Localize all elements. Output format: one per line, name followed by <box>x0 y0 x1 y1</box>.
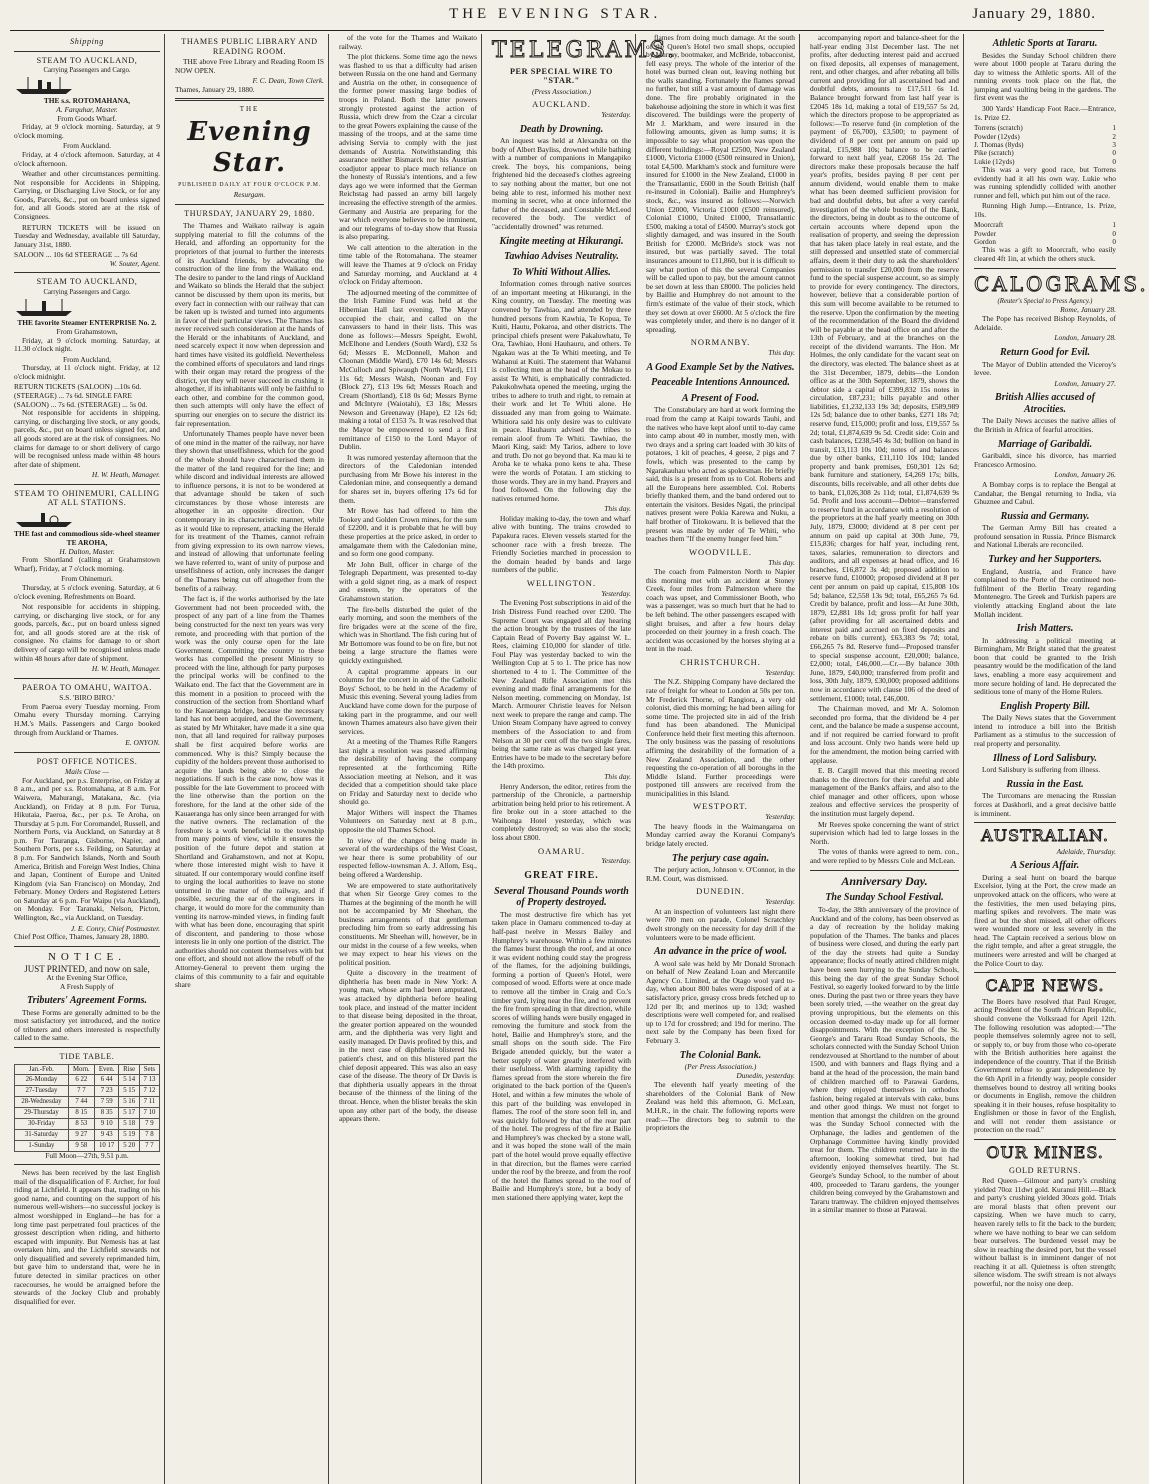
divider <box>14 1047 160 1048</box>
divider <box>175 98 324 101</box>
ad-agent: E. ONYON. <box>125 738 160 748</box>
news-paragraph: News has been received by the last English mail of the disqualification of F. Archer, for foul riding at Lichfield. It appears that, trading on his good name, and counting on the support of his numerous well-wishers—no successful jockey is almost worshipped in England—he has for a long time past perpetrated foul practices of the grossest description when riding, and hitherto escaped with impunity. But Nemesis has at last overtaken him, and the Lichfield stewards not only disqualified and severely reprimanded him, but gave him to understand that, were he in future detected in similar practices on other racecourses, he would be arraigned before the stewards of the Jockey Club and probably disqualified for ever. <box>14 1168 160 1306</box>
tide-cell: 7 12 <box>139 1086 159 1097</box>
story-headline: The Colonial Bank. <box>679 1049 762 1061</box>
ad-from2: From Auckland. <box>62 141 112 151</box>
tide-cell: 5 17 <box>119 1108 139 1119</box>
news-paragraph: A capital programme appears in our columns for the concert in aid of the Catholic Boys' School, to be held in the Academy of Music this evening. Several young ladies from Auckland have come down for the purpose of taking part in the programme, and our well known Thames amateurs also have given their services. <box>339 666 477 736</box>
divider <box>175 204 324 205</box>
report-paragraph: Mr Reeves spoke concerning the want of strict supervision which had led to large losses in the North. <box>810 819 959 846</box>
notice-at: At the Evening Star Office, <box>46 972 128 982</box>
dateline-place: WESTPORT. <box>693 801 748 812</box>
placing: 0 <box>1112 229 1116 238</box>
leader-date: THURSDAY, JANUARY 29, 1880. <box>184 209 315 219</box>
news-paragraph: The fire-bells disturbed the quiet of the early morning, and soon the members of the fire brigades were at the scene of the fire, which was in Shortland. The fish curing hut of Mr Bottomore was found to be on fire, but not being a large structure the flames were quickly extinguished. <box>339 604 477 666</box>
story-subheadline: Several Thousand Pounds worth of Property destroyed. <box>494 885 629 909</box>
bank-report <box>810 34 959 866</box>
story-text: The Daily News states that the Government intend to introduce a bill into the British Parliament as a stimulus to the succession of real property and personality. <box>974 713 1116 749</box>
post-signer: J. E. Conry, Chief Postmaster. <box>70 923 160 933</box>
divider <box>14 946 160 947</box>
ad-subtitle: Carrying Passengers and Cargo. <box>43 67 131 75</box>
story-headline: GREAT FIRE. <box>524 870 599 882</box>
tide-cell: 27-Tuesday <box>15 1086 69 1097</box>
local-news <box>339 34 477 1124</box>
press-credit: (Per Press Association.) <box>684 1062 757 1072</box>
news-paragraph: At a meeting of the Thames Rifle Rangers last night a resolution was passed affirming the desirability of having the company represented at the forthcoming Rifle Association meeting at Nelson, and it was decided that a competition should take place on Friday and Saturday next to decide who should go. <box>339 737 477 807</box>
tide-cell: 9 43 <box>94 1129 119 1140</box>
news-paragraph: Quite a discovery in the treatment of diphtheria has been made in New York: A young man, whose arm had been amputated, was attacked by diphtheria before healing took place, and instead of the matter incident to that disease being deposited in the throat, the greater portion appeared on the wounded arm, and the diphtheria was very light and easily managed. Dr Davis profited by this, and in the next case of diphtheria blistered his patient's chest, and on this blistered part the chief deposit appeared. This was also an easy case of the disease. The theory of Dr Davis is that diphtheria usually appears in the throat because of the thinness of the lining of the throat. Hence, when the blister breaks the skin upon any other part of the body, the disease appears there. <box>339 968 477 1124</box>
tide-cell: 7 59 <box>94 1097 119 1108</box>
column-6 <box>806 34 964 1484</box>
dateline-place: AUCKLAND. <box>532 99 591 110</box>
notice-forms-title: Tributers' Agreement Forms. <box>26 995 148 1007</box>
wire-line: PER SPECIAL WIRE TO "STAR." <box>509 66 614 86</box>
placing: 1 <box>1112 124 1116 133</box>
tide-cell: 7 8 <box>139 1129 159 1140</box>
ad-from1: From Shortland (calling at Grahamstown Wharf), Friday, at 7 o'clock morning. <box>14 555 160 573</box>
tide-cell: 26-Monday <box>15 1075 69 1086</box>
story-text: The perjury action, Johnson v. O'Connor, in the R.M. Court, was dismissed. <box>646 865 795 883</box>
dateline-date: Yesterday. <box>765 897 795 907</box>
story-text: The most destructive fire which has yet taken place in Oamaru commenced to-day at half-past twelve in Messrs Bailey and Humphrey's warehouse. Within a few minutes the flames burst through the roof, and at once it was evident nothing could stay the progress of the flames, for the adjoining buildings, forming a portion of Queen's Hotel, were composed of wood. Efforts were at once made to remove all the timber in Craig and Co.'s timber yard, lying near the fire, and to prevent the fire from spreading in that direction, while scores of willing hands were busily engaged in removing the furniture and stock from the hotel, Bailie and Humphrey's store, and the small shops on the south side. The Fire Brigade attended quickly, but the water a better supply of water greatly interfered with their usefulness. With alarming rapidity the flames spread from the store wherein the fire originated to the back portion of the Queen's Hotel, and within a few minutes the whole of this part of the building was enveloped in flames. The roof of the store soon fell in, and was quickly followed by that of the rear part of the hotel. The progress of the fire at Bailie and Humphrey's was checked by a stone wall, and it was hoped the stone wall of the main part of the hotel would prove equally effective in that direction, but the flames were carried under the roof by the breeze, and from the roof of the hotel the flames spread to the roof of Bailie and Humphrey's store, but a body of men stationed there applying water, kept the <box>492 909 631 1202</box>
result-row <box>974 149 1116 157</box>
tide-cell: 7 7 <box>68 1086 94 1097</box>
tide-cell: 7 44 <box>68 1097 94 1108</box>
dateline-date: Adelaide, Thursday. <box>1056 846 1116 856</box>
gold-returns-heading: GOLD RETURNS. <box>1009 1165 1081 1175</box>
news-paragraph: The plot thickens. Some time ago the news was flashed to us that a difficulty had arisen between Russia on the one hand and Germany and Austria on the other, in consequence of the former power massing large bodies of troops in Poland. Both the latter powers strongly protested against the action of Russia, which drew from the Czar a circular to the great Powers explaining the cause of the massing of the troops, and at the same time advising Servia to comply with the just demands of Austria. Notwithstanding this assurance neither Bismarck nor his Austrian coadjutor appear to place much reliance on the honesty of Russia's intentions, and a few days ago we were informed that the German Reichstag had passed an army bill largely increasing the effective strength of the armies. Germany and Austria are preparing for the war which everyone believes to be imminent, and our telegrams of to-day show that Russia is also preparing. <box>339 52 477 242</box>
dateline-date: Yesterday. <box>765 812 795 822</box>
telegrams-heading: TELEGRAMS. <box>492 38 678 63</box>
post-office-notices <box>14 757 160 942</box>
tide-moon: Full Moon—27th, 9.51 p.m. <box>45 1150 129 1160</box>
sports-text: This was a gift to Moorcraft, who easily cleared 4ft 1in, at which the others stuck. <box>974 245 1116 264</box>
dateline-date: This day. <box>768 348 795 358</box>
story-text: Garibaldi, since his divorce, has married Francesco Armosino. <box>974 451 1116 469</box>
results-list <box>974 124 1116 166</box>
result-row <box>974 230 1116 238</box>
report-paragraph: accompanying report and balance-sheet for the half-year ending 31st December last. The net profits, after deducting interest paid and accrued on fixed deposits, all expenses of management, rent, and other charges, and after rebating all bills current and providing for all ascertained bad and doubtful debts, amounts to £17,511 6s 1d. Balance brought forward from last half year is £2045 18s 1d, making a total of £19,557 5s 2d, which the directors propose to be appropriated as follows:—To reserve fund (in completion of the payment of £6,700), £3,500; to payment of dividend of 8 per cent per annum on paid up capital, £15,988 10s; balance to be carried forward to next half year, £2068 15s 2d. The directors make these proposals because the half year's profits, besides paying 8 per cent per annum dividend, would enable them to make what has been deemed sufficient provision for bad and doubtful debts, but after a very careful investigation of the whole business of the Bank, the directors, being in doubt as to the outcome of certain accounts where depend upon the realisation of property, and seeing the depression that has taken place lately in real estate, and the still depressed and unsettled state of commercial affairs, deem it their duty to ask the shareholders' permission to transfer £20,000 from the reserve fund to the special suspense account, so as simply to provide for every contingency. The directors, however, believe that a considerable portion of this sum will become available to be returned to the reserve. Upon the confirmation by the meeting of the recommendation of the Board the dividend will be payable at the head office on and after the 13th of February, and at the branches on the receipt of the dividend warrants. The Hon. Mr Holmes, the only candidate for the vacant seat on the directory, was elected. The balance sheet as at the 31st December, 1879, debits—the London office as at the 30th September, 1879, shows the debtor side a capital of £399,832 15s notes in circulation, £87,231; bills payable and other liabilities, £1,232,133 19s 3d; deposits, £589,989 12s 5d; balance due to other banks, £271 18s 7d; reserve fund, £15,000; profit and loss, £19,557 5s 2d; total, £1,874,639 9s 5d. Credit side: Coin and cash balances, £238,545 4s 3d; bullion on hand in transit, £13,113 10s 10d; notes of and balances due by other banks, £11,110 10s 10d; landed property and bank premises, £60,301 12s 6d; bank furniture and stationery, £4,269 17s; bills, discounts, bills receivable, and all other debts due to bank, £1,026,308 2s 11d; total, £1,874,639 9s 5d. Profit and loss account—Debtor—transferred to reserve fund in accordance with a resolution of the proprietors at the half yearly meeting on 30th July, 1879, £3000; dividend at 8 per cent per annum on paid up capital at 30th June, 79, £15,836; charges for half year, including rent, taxes, salaries, remuneration to directors and auditors, and all expenses at head office, and 16 branches, £16,872 3s 4d; proposed addition to reserve fund, £10000; proposed dividend at 8 per cent per annum on paid up capital, £15,808 10s 5d; balance, £2,558 13s 9d; total, £65,265 7s 6d. Credit by balance, profit and loss—At June 30th, 1879, £2,881 18s 1d; gross profit for half year (after providing for all ascertained debts and interest paid and accrued on fixed deposits and rebate on bills current), £63,383 9s 7d; total, £66,265 7s 8d. Reserve fund—Proposed transfer to special suspense account, £20,000; balance, £2,000; total, £46,000.—Cr.—By balance 30th June, 1879, £40,000; transferred from profit and loss, 30th July, 1879, £30,000; proposed additions now in accordance with clause 106 of the deed of settlement, £1000; total, £46,000. <box>810 33 959 703</box>
dateline-date: Yesterday. <box>765 667 795 677</box>
ad-agent: H. W. Heath, Manager. <box>91 470 160 480</box>
news-paragraph: Mr John Bull, officer in charge of the Telegraph Department, was presented to-day with a gold signet ring, as a mark of respect and esteem, by the operators of the Grahamstown station. <box>339 559 477 603</box>
tide-title: TIDE TABLE. <box>59 1052 115 1062</box>
news-paragraph: of the vote for the Thames and Waikato railway. <box>339 33 477 51</box>
notice-title: NOTICE. <box>47 950 127 963</box>
story-headline: The perjury case again. <box>671 852 770 864</box>
ad-ship: THE favorite Steamer ENTERPRISE No. 2. <box>17 318 157 328</box>
competitor-name: Powder <box>974 229 996 238</box>
story-text: Red Queen—Gilmour and party's crushing yielded 70oz 11dwt gold. Kuranui Hill.—Black and party's crushing yielded 30ozs gold. Trials are moral blasts that often prevent our capsizing. When we have much to carry, heaven rarely tells to fit the back to the burden; where we have nothing to bear we can seldom bear ourselves. The burdened vessel may be slow in reaching the desired port, but the vessel without ballast is in imminent danger of not reaching it at all. Quietness is often strength; silence wisdom. The swift stream is not always powerful, nor the noisy one deep. <box>974 1176 1116 1289</box>
ad-master: A. Farquhar, Master. <box>56 105 118 115</box>
news-paragraph: It was rumored yesterday afternoon that the directors of the Caledonian intended purchasing from Mr Bowe his interest in the Caledonian mine, and consequently a demand for shares set in, buyers offering 17s 6d for them. <box>339 452 477 505</box>
tide-cell: 28-Wednesday <box>15 1097 69 1108</box>
story-headline: Death by Drowning. <box>519 123 604 135</box>
ad-ship: THE s.s. ROTOMAHANA, <box>43 96 131 106</box>
news-paragraph: Mr Rowe has had offered to him the Tookey and Golden Crown mines, for the sum of £2200, and it is probable that he will buy these properties at the price asked, in order to amalgamate them with the Caledonian mine, and so form one good company. <box>339 506 477 559</box>
story-text: The Daily News accuses the native allies of the British in Africa of fearful atrocities. <box>974 416 1116 435</box>
tide-cell: 7 9 <box>139 1118 159 1129</box>
ad-ship: S.S. 'BIRO BIRO.' <box>59 693 115 703</box>
library-signer: F. C. Dean, Town Clerk. <box>252 76 324 86</box>
result-row <box>974 141 1116 149</box>
notice-text: These Forms are generally admitted to be the most satisfactory yet introduced, and the notice of tributers and others interested is respectfully called to the same. <box>14 1007 160 1043</box>
dateline-place: NORMANBY. <box>690 337 751 348</box>
news-paragraph: We call attention to the alteration in the time table of the Rotomahana. The steamer will leave the Thames at 9 o'clock on Friday and Saturday morning, and Auckland at 4 o'clock on Friday afternoon. <box>339 242 477 287</box>
ad-ship: THE fast and commodious side-wheel steamer TE AROHA, <box>14 529 160 548</box>
tide-row <box>15 1129 160 1140</box>
story-text: The Evening Post subscriptions in aid of the Irish Distress Fund reached over £200. The Supreme Court was engaged all day hearing the action brought by the trustees of the late Captain Read of Poverty Bay against W. L. Rees, claiming £10,000 for slander of title. Foul Play was yesterday backed to win the Wellington Cup at 5 to 1. The price has now shortened to 4 to 1. The Committee of the New Zealand Rifle Association met this evening and made final arrangements for the Nelson meeting, commencing on Monday, 1st March. Armourer Christie leaves for Nelson next week to prepare the range and camp. The Union Steam Company have agreed to convey members of the Association to and from Nelson at 30 per cent off the two single fares, being the same rate as was charged last year. Entries have to be made to the secretary before the 14th proximo. <box>492 598 631 771</box>
dateline-date: Yesterday. <box>601 588 631 598</box>
notice-forms <box>14 951 160 1043</box>
placing: 0 <box>1112 238 1116 247</box>
dateline-place: WELLINGTON. <box>526 577 597 588</box>
tide-cell: 9 27 <box>68 1129 94 1140</box>
story-headline: Irish Matters. <box>1016 623 1074 635</box>
tide-cell: 5 16 <box>119 1097 139 1108</box>
placing: 0 <box>1112 157 1116 166</box>
column-1 <box>10 34 165 1484</box>
leader-paragraph: The Thames and Waikato railway is again supplying material to fill the columns of the Herald, and affording an opportunity for the proprietors of that journal to further the interests of its Auckland friends, by advocating the construction of the line from the Waikato end. The desire to pander to the land rings of Auckland and Waikato so blinds the Herald that the subject cannot be discussed by them upon its merits, but every fact in connection with our railway that can be taken up is twisted and turned into arguments in favor of their particular views. The Thames has never received such consideration at the hands of the Herald or the inhabitants of Auckland, and need scarcely expect it now when depression and hard times have visited its goldfield. Nevertheless the combined efforts of speculators and land rings with their organ may retard the progress of the district, yet they will never succeed in crushing it altogether, if its inhabitants will only be faithful to each other, and combine for the common good, then such attempts will only have the effect of spurring our energies on to secure the district its fair representation. <box>175 221 324 428</box>
story-subheadline: Peaceable Intentions Announced. <box>651 377 790 389</box>
divider <box>974 822 1116 823</box>
story-headline: Russia in the East. <box>1006 778 1084 790</box>
ad-sail2: Thursday, at 11 o'clock night. Friday, at 12 o'clock midnight. <box>14 363 160 381</box>
ad-return: RETURN TICKETS will be issued on Tuesday and Wednesday, available till Saturday, January 31st, 1880. <box>14 222 160 249</box>
divider <box>14 752 160 753</box>
divider <box>14 678 160 679</box>
story-text: During a seal hunt on board the barque Excelsior, lying at the Port, the crew made an unprovoked attack on the officers, who were at the festivities, the men used belaying pins, marling spikes and revolvers. The mate was fired at but the shot missed, all other officers were wounded more or less severely in the head. The Captain received a serious blow on the right temple, and after a great struggle, the mutineers were arrested and will be charged at the Police Court to day. <box>974 872 1116 968</box>
calogram-items <box>974 306 1116 818</box>
divider <box>974 268 1116 269</box>
steamship-icon <box>14 75 74 95</box>
story-text: The heavy floods in the Waimangaroa on Monday carried away the Koranui Company's bridge lately erected. <box>646 821 795 849</box>
story-text: In addressing a political meeting at Birmingham, Mr Bright stated that the greatest boon that could be granted to the Irish peasantry would be the modification of the land laws, enabling a more easy acquirement and more secure holding of land. He deprecated the seditious tone of many of the Home Rulers. <box>974 635 1116 697</box>
dateline-date: This day. <box>768 557 795 567</box>
story-headline: An advance in the price of wool. <box>653 946 788 958</box>
divider <box>14 484 160 485</box>
steamship-icon <box>14 510 74 528</box>
ad-from2: From Ohinemuri. <box>61 574 113 584</box>
news-paragraph: We are empowered to state authoritatively that when Sir George Grey comes to the Thames at the beginning of the month he will not be accompanied by Mr Sheehan, the business arrangements of that gentleman precluding him from so early addressing his constituents. Mr Sheehan will, however, be in our midst in the course of a few weeks, when we may expect to hear his views on the political position. <box>339 880 477 967</box>
ad-title: STEAM TO AUCKLAND, <box>36 55 138 65</box>
sports-event: 300 Yards' Handicap Foot Race.—Entrance, 1s. Prize £2. <box>974 104 1116 122</box>
story-text: Information comes through native sources of an important meeting at Hikurangi, in the King country, on Tuesday. The meeting was convened by Tawhiao, and attended by three hundred persons from Kawhia, Te Kopua, Te Kuiti, Hautu, Pokaroa, and other districts. The principal chiefs present were Pakaluwhatu, Te Ora, Tawhiao, Honi Hauhauru, and others. Te Ngakau was at the Te Whiti meeting, and Te Wahanui at Kuiti. The statement that Wahanui is collecting men at the head of the Mokau to assist Te Whiti, is emphatically contradicted. Pakukohwhata opened the meeting, urging the tribes to adhere to truth and right, to remain at their work and let Te Whiti alone. He dissuaded any man from going to Waimate. Whitiora said his only desire was to cultivate in peace. Hauhauru advised the tribes to remain aloof from Te Whiti. Tawhiao, the Maori King, said: My Tarios, adhere to love and truth. Do not go beyond that. Ka mau ki te Aroha ke te whaka pono kens te aha. These were the words of Potatau. I am sticking to those words. They are in my hand. Prayers and food followed. On the following day the natives returned home. <box>492 279 631 503</box>
steamship-icon <box>14 297 74 317</box>
column-3 <box>335 34 482 1484</box>
tide-cell: 6 44 <box>94 1075 119 1086</box>
tide-cell: 9 58 <box>68 1140 94 1151</box>
library-date: Thames, January 29, 1880. <box>175 84 255 94</box>
tide-table <box>14 1052 160 1160</box>
divider <box>810 870 959 871</box>
tide-header-cell: Even. <box>94 1064 119 1075</box>
story-text: An inquest was held at Alexandra on the body of Albert Bayliss, drowned while bathing with a number of companions in Mangapiko creek. The boys, his companions, being frightened hid the deceased's clothes agreeing to say nothing about the matter, but one not being able to rest, informed his mother next morning in secret, who at once informed the father of the deceased, and Constable McLeod recovered the body. The verdict of "accidentally drowned" was returned. <box>492 136 631 231</box>
story-headline: Marriage of Garibaldi. <box>997 438 1093 450</box>
cape-news-heading: CAPE NEWS. <box>985 976 1105 996</box>
notice-head: JUST PRINTED, and now on sale, <box>24 963 150 974</box>
story-text: The Constabulary are hard at work forming the road from the camp at Kaipi towards Tauhi, and the natives who have kept aloof until to-day came into camp about 40 in number, mostly men, with two drays and a spring cart loaded with 30 kits of potatoes, 1 kit of peaches, 4 geese, 2 pigs and 7 fowls, which was presented to the camp by Ngarakauhau who acted as spokesman. He briefly said, this is a present from us to Col. Roberts and all the Europeans here assembled. Col. Roberts briefly thanked them, and the band ordered out to entertain the visitors. Besides Ngati, the principal natives present were Pokia Karewa and Nuku, a half brother of Titokowaru. It is believed that the present was made by order of Te Whiti, who teaches them "If the enemy hunger feed him." <box>646 405 795 544</box>
placing: 2 <box>1112 132 1116 141</box>
story-text: Henry Anderson, the editor, retires from the partnership of the Chronicle, a partnership arbitration being held prior to his retirement. A fire broke out in a store attached to the Waihonga Hotel yesterday, which was completely destroyed; so was also the stock; loss about £800. <box>492 781 631 842</box>
divider <box>974 972 1116 973</box>
competitor-name: Powder (12yds) <box>974 132 1020 141</box>
tide-header-cell: Morn. <box>68 1064 94 1075</box>
dateline-date: London, January 27. <box>1054 378 1116 388</box>
competitor-name: Gordon <box>974 238 996 247</box>
story-text: The N.Z. Shipping Company have declared the rate of freight for wheat to London at 50s per ton. Mr Frederick Thorne, of Rangiora, a very old colonist, died this morning; he had been ailing for some time. The projected site in aid of the Irish fund has been abandoned. The Municipal Conference held their first meeting this afternoon. The only business was the passing of resolutions affirming the desirability of the formation of a New Zealand Association, and the other requesting the co-operation of all boroughs in the Middle Island. Further proceedings were postponed till answers are received from the municipalities in this Island. <box>646 677 795 798</box>
ad-subtitle: Carrying Passengers and Cargo. <box>43 288 131 296</box>
tide-cell: 5 14 <box>119 1075 139 1086</box>
dateline-place: DUNEDIN. <box>696 886 745 897</box>
story-text: flames from doing much damage. At the south of the Queen's Hotel two small shops, occupied by Murray, bootmaker, and McBride, tobacconist, fell easy preys. The whole of the interior of the hotel was burned clean out, leaving nothing but the walls standing. Fortunately the flames spread no further, but still a vast amount of damage was done. The fire probably originated in the bakehouse adjoining the store in which it was first discovered. The buildings were the property of Mr J. Markham, and were insured in the following amounts, given as lump sums; it is impossible to say what proportion was upon the different buildings:—Royal £2500, New Zealand £1000, Victoria £1000 (£500 reinsured in Union), total £4,500. Markham's stock and furniture were insured for £1000 in the New Zealand, £1000 in the Transatlantic, £600 in the South British (half re-insured in Colonial). Bailie and Humphrey's stock, &c., was insured as follows:—Norwich Union £2000, Victoria £1000 (£500 reinsured), Colonial £1000, United £1000, Transatlantic £500, making a total of £4500. Murray's stock got slightly damaged, and was insured in the South British for £2000. McBride's stock was not insured, but was partially saved. The total insurances amount to £11,860, but it is difficult to say what portion of this the several Companies will be called upon to pay, but the amount cannot be set down at less than £8000. The policies held by Baillie and Humphrey do not amount to the firm's estimate of the value of their stock, which they set down at over £6000. At 5 o'clock the fire was completely under, and there is no danger of it spreading. <box>646 33 795 334</box>
story-headline: British Allies accused of Atrocities. <box>995 392 1095 415</box>
story-text: The Boers have resolved that Paul Kruger, acting President of the South African Republic, should convene the Volksraad for April 12th. The following resolution was adopted:—"The people themselves solemnly agree not to sell, or supply to, or buy from those who co-operate with the British authorities here against the independence of the country. That if the British Government refuse to grant independence by the 6th April in a friendly way, people consider themselves bound to destroy all writing books or documents in English, remove the children speaking it in their houses, refuse hospitality to Englishmen or those in favor of the English, and will not render them assistance or protection on the road." <box>974 996 1116 1135</box>
ad-fares: SALOON ... 10s 6d STEERAGE ... 7s 6d <box>14 250 138 260</box>
divider <box>14 1164 160 1165</box>
leader-paragraph: Unfortunately Thames people have never been of one mind in the matter of the railway, nor have they shown that unselfishness, which for the good of the whole should have characterised them in the matter of the land required for the line; and while discord and individual interests are allowed to influence persons, it is not to be wondered at that advantage should be taken of such circumstances by those whose interests are altogether in an opposite direction. Our contemporary in its characteristic manner, while as it would like to represent, attacking the Herald for its treatment of the Thames, cannot refrain from giving expression to its own narrow views, and instead of allowing that unfortunate feeling we have referred to, want of unity of purpose and unselfishness of action, only increases the danger of the Thames being cut off altogether from the benefits of a railway. <box>175 429 324 593</box>
ad-fares: RETURN TICKETS (SALOON) ...10s 6d. (STEERAGE) ... 7s 6d. SINGLE FARE (SALOON) ... 7s 6d. (STEERAGE) ... 5s 0d. <box>14 382 148 409</box>
tide-cell: 5 18 <box>119 1118 139 1129</box>
report-paragraph: The votes of thanks were agreed to nem. con., and were replied to by Messrs Cole and McLean. <box>810 847 959 865</box>
dateline-date: London, January 28. <box>1054 333 1116 343</box>
ad-agent: H. W. Heath, Manager. <box>91 664 160 674</box>
ad-notice: Not responsible for accidents in shipping, carrying, or discharging live stock, or for any goods, parcels, &c., put on board unless signed for, and all goods stored are at the risk of consignee. No claims for damage to or short delivery of cargo will be recognised unless made within 48 hours after date of shipment. <box>14 602 160 663</box>
shipping-heading: Shipping <box>70 37 104 46</box>
ad-from1: From Grahamstown, <box>56 327 118 337</box>
placing: 3 <box>1112 140 1116 149</box>
dateline-date: This day. <box>604 771 631 781</box>
ad-notice: Weather and other circumstances permitting. Not responsible for Accidents in Shipping, Carrying, or Discharging Live Stock, or for any Goods, Parcels, &c., put on board unless signed for, and all Goods stored are at the risk of Consignees. <box>14 169 160 221</box>
tide-header-cell: Rise <box>119 1064 139 1075</box>
divider <box>14 51 160 52</box>
competitor-name: Lukie (12yds) <box>974 157 1015 166</box>
ad-title: STEAM TO AUCKLAND, <box>36 277 138 287</box>
our-mines-heading: OUR MINES. <box>986 1143 1104 1163</box>
placing: 1 <box>1112 221 1116 230</box>
reuter-credit: (Reuter's Special to Press Agency.) <box>997 297 1093 305</box>
ad-title: STEAM TO OHINEMURI, CALLING AT ALL STATIONS. <box>14 488 160 508</box>
ad-from1: From Goods Wharf. <box>57 113 117 123</box>
tide-cell: 9 10 <box>94 1118 119 1129</box>
tide-cell: 7 13 <box>139 1075 159 1086</box>
tide-cell: 6 22 <box>68 1075 94 1086</box>
result-row <box>974 221 1116 229</box>
columns <box>10 33 1149 1484</box>
ad-sail1: Friday, at 9 o'clock morning. Saturday, at 11.30 o'clock night. <box>14 335 160 354</box>
story-text: Holiday making to-day, the town and wharf alive with bunting. The trains crowded to Papakura races. Eleven vessels started for the schooner race with a fresh breeze. The Friendly Societies marched in procession to the domain headed by bands and large numbers of the public. <box>492 513 631 575</box>
news-paragraph: The adjourned meeting of the committee of the Irish Famine Fund was held at the Hibernian Hall last evening. The Mayor occupied the chair, and called on the canvassers to hand in their lists. This was done as follows:—Messrs Speight, Ewohl, McElhone and Lenders (South Ward), £32 5s 6d; Messrs E. McDonnell, Mahon and Cloonan (Middle Ward), £70 14s 6d; Messrs McCulloch and Spiwaugh (North Ward), £11 11s 6d; Messrs Walsh, Noonan and Foy (Block 27), £13 19s 6d; Messrs Roach and Cream (Shortland), £18 0s 6d; Messrs Byrne and McIntyre (Waiotahi), £3 18s; Messrs Newson and Greenaway (Hape), £2 12s 6d; making a total of £153 7s. It was resolved that the Mayor be empowered to send a first remittance of £150 to the Lord Mayor of Dublin. <box>339 287 477 452</box>
tide-cell: 8 35 <box>94 1108 119 1119</box>
tide-header-cell: Jan.-Feb. <box>15 1064 69 1075</box>
news-paragraph: Major Withers will inspect the Thames Volunteers on Saturday next at 8 p.m., opposite the old Thames School. <box>339 807 477 835</box>
tide-cell: 1-Sunday <box>15 1140 69 1151</box>
dateline-place: CHRISTCHURCH. <box>680 656 761 667</box>
competitor-name: Torrens (scratch) <box>974 124 1023 133</box>
ad-rotomahana <box>14 56 160 269</box>
tide-cell: 8 53 <box>68 1118 94 1129</box>
story-text: The Mayor of Dublin attended the Viceroy's levee. <box>974 359 1116 378</box>
divider <box>14 272 160 273</box>
post-text: For Auckland, per p.s. Enterprise, on Friday at 8 a.m., and per s.s. Rotomahana, at 8 a.m. For Waiwera, Mahurangi, Matakana, &c. (via Auckland), on Friday at 8 p.m. For Turua, Hikutaia, Paeroa, &c., per p.s. Te Aroha, on Thursday at 5 p.m. For Coromandel, Russell, and Northern Ports, via Auckland, on Saturday at 8 p.m. For Tauranga, Gisborne, Napier, and Southern Ports, per s.s. Feilding, on Saturday at 8 p.m. For Sandwich Islands, North and South America, British and Foreign West Indies, China and Japan, Continent of Europe and United Kingdom (via San Francisco) on Monday, 2nd February. Money Orders and Registered Letters on Saturday at 6 p.m. For Waipu (via Auckland), on Monday. For Taranaki, Nelson, Picton, Wellington, &c., via Auckland, on Tuesday. <box>14 775 160 923</box>
tide-cell: 8 15 <box>68 1108 94 1119</box>
sports-headline: Athletic Sports at Tararu. <box>992 38 1098 49</box>
sports-event: Running High Jump.—Entrance, 1s. Prize, 10s. <box>974 201 1116 219</box>
placing: 0 <box>1112 149 1116 158</box>
report-paragraph: The Chairman moved, and Mr A. Solomon seconded pro forma, that the dividend be 4 per cent, and the balance be made a suspense account, and if not required be carried forward to profit and loss account. Only two hands were held up for the amendment, the motion being carried with applause. <box>810 704 959 765</box>
anniversary-headline: Anniversary Day. <box>841 873 928 888</box>
ad-agent: W. Souter, Agent. <box>109 258 160 268</box>
anniversary-subheadline: The Sunday School Festival. <box>825 892 944 904</box>
story-subheadline: Tawhiao Advises Neutrality. <box>504 251 619 263</box>
story-subheadline: A Present of Food. <box>681 392 760 404</box>
tide-cell: 7 10 <box>139 1108 159 1119</box>
story-headline: A Good Example Set by the Natives. <box>646 361 795 373</box>
dateline-date: Yesterday. <box>601 856 631 866</box>
tide-row <box>15 1097 160 1108</box>
tide-cell: 31-Saturday <box>15 1129 69 1140</box>
ad-notice: Not responsible for accidents in shipping, carrying, or discharging live stock, or any goods, parcels, &c., put on board unless signed for, and all goods stored are at the risk of consignees. No claims for damage to or short delivery of cargo will be recognised unless made within 48 hours after date of shipment. <box>14 408 160 469</box>
anniversary-text: To-day, the 38th anniversary of the province of Auckland and of the colony, has been observed as a day of recreation by the holiday making population of the Thames. The banks and places of business were closed, and during the early part of the day the streets had quite a Sunday appearance; flocks of neatly attired children might have been seen hurrying to the Sunday Schools, this being the day of the great Sunday School Festival, so eagerly looked forward to by the little ones. During the past two or three years they have been sorely tried, —the weather on the great day proving unpropitious, but the elements on this occasion deemed to-day made up for all former disappointments. With the exception of the St. George's and Tararu Road Sunday Schools, the scholars connected with the Sunday School Union rendezvoused at Shortland to the number of about 1500, and with banners and flags flying and a band at the head of the procession, the main band of children marched off to Parawai Gardens, where they enjoyed themselves in orthodox fashion, being regaled at intervals with cake, buns and other good things. We must not forget to mention that amongst the children on the ground was the Sunday School connected with the Orphanage, the ladies and gentlemen of the Orphanage Committee having kindly provided treat for them. The children returned late in the afternoon, looking somewhat tired, but had evidently enjoyed themselves heartily. The St. George's Sunday School, to the number of about 400, proceeded to Tararu gardens, the younger children being conveyed by the Grahamstown and Tararu tramway. The children enjoyed themselves in a similar manner to those at Parawai. <box>810 905 959 1215</box>
story-headline: Illness of Lord Salisbury. <box>992 752 1098 764</box>
results-list <box>974 221 1116 246</box>
tide-cell: 10 17 <box>94 1140 119 1151</box>
report-paragraph: E. B. Cargill moved that this meeting record thanks to the directors for their careful and able management of the Bank's affairs, and also to the chief manager and other officers, upon whose zealous and effective services the prosperity of the institution must largely depend. <box>810 766 959 819</box>
ad-sail2: Friday, at 4 o'clock afternoon. Saturday, at 4 o'clock afternoon. <box>14 149 160 168</box>
story-headline: Turkey and her Supporters. <box>988 554 1102 566</box>
column-2 <box>171 34 329 1484</box>
tide-header-cell: Sets <box>139 1064 159 1075</box>
story-text: The Turcomans are menacing the Russian forces at Daskhorli, and a great decisive battle is imminent. <box>974 791 1116 818</box>
press-credit: (Press Association.) <box>531 86 592 96</box>
story-headline: Russia and Germany. <box>1000 510 1090 522</box>
post-sub: Mails Close — <box>65 767 109 777</box>
library-title: THAMES PUBLIC LIBRARY AND READING ROOM. <box>181 37 318 56</box>
fire-continued <box>646 34 795 334</box>
story-text: England, Austria, and France have complained to the Porte of the continued non-fulfilment of the Berlin Treaty regarding Montenegro. The Greek and Turkish papers are violently attacking England about the late Mollah incident. <box>974 566 1116 619</box>
tide-cell: 29-Thursday <box>15 1108 69 1119</box>
competitor-name: Pike (scratch) <box>974 149 1014 158</box>
motto: Resurgam. <box>233 190 266 200</box>
story-subheadline: To Whiti Without Allies. <box>512 266 611 278</box>
ad-text: From Paeroa every Tuesday morning. From Omahu every Thursday morning. Carrying H.M.'s Mails. Passengers and Cargo booked through from Auckland or Thames. <box>14 701 160 737</box>
story-text: At an inspection of volunteers last night there were 700 men on parade, Colonel Scratchley dwelt strongly on the necessity for day drill if the volunteers were to be made efficient. <box>646 906 795 942</box>
ad-master: H. Dalton, Master. <box>59 546 115 556</box>
dateline-place: WOODVILLE. <box>688 546 753 557</box>
calograms-heading: CALOGRAMS. <box>974 271 1149 296</box>
library-notice <box>175 37 324 94</box>
sports-text: This was a very good race, but Torrens evidently had it all his own way. Lukie who was running splendidly collided with another runner and fell, which put him out of the race. <box>974 164 1116 200</box>
dateline-date: Yesterday. <box>601 109 631 119</box>
column-4 <box>488 34 678 1484</box>
tide-row <box>15 1140 160 1151</box>
masthead-title: THE EVENING STAR. <box>449 6 662 22</box>
story-text: The German Army Bill has created a profound sensation in Russia. Prince Bismarck and National Liberals are reconciled. <box>974 523 1116 550</box>
divider <box>974 1139 1116 1140</box>
masthead <box>10 6 1104 31</box>
story-text: A Bombay corps is to replace the Bengal at Candahar, the Bengal returning to India, via Ghuznee and Cabul. <box>974 479 1116 507</box>
tide-row <box>15 1075 160 1086</box>
column-5 <box>642 34 800 1484</box>
post-office: Chief Post Office, Thames, January 28, 1880. <box>14 932 149 942</box>
ad-sail1: Friday, at 9 o'clock morning. Saturday, at 9 o'clock morning. <box>14 122 160 140</box>
story-text: A wool sale was held by Mr Donald Stronach on behalf of New Zealand Loan and Mercantile Agency Co. Limited, at the Otago wool yard to-day, when about 800 bales were disposed of at a satisfactory price, greasy cross breds fetched up to 12d per lb; and merinos up to 13d; washed descriptions were well competed for, and realised up to 17d for crossbred; and 19d for merino. The next sale by the Company has been fixed for February 3. <box>646 958 795 1045</box>
competitor-name: J. Thomas (8yds) <box>974 140 1024 149</box>
tide-grid <box>14 1064 160 1152</box>
ad-biro-biro <box>14 683 160 748</box>
australian-heading: AUSTRALIAN. <box>981 826 1109 846</box>
paper-the: THE <box>239 105 260 114</box>
tide-cell: 30-Friday <box>15 1118 69 1129</box>
leader-paragraph: The fact is, if the works authorised by the late Government had not been proceeded with, the prospect of any part of a line from the Thames being constructed for the next ten years was very remote, and proceeding with that portion of the work was the only course open for the late Government. Committing the country to these works has compelled the present Ministry to proceed with the line, although for party purposes the principal works will be confined to the Waikato end. The fact that the Government are in this moment in a position to proceed with the construction of the section from Shortland wharf to the Kauaeranga bridge, because the necessary land has not been acquired, and the Government, as stated by Mr Whitaker, have made it a sine qua non, that all land required for railway purposes shall be first acquired before works are commenced. Why is this? Simply because the cupidity of the holders prevent those authorised to acquire the lands being able to close the negotiations. If such is the case now, how was it possible for the late Government to proceed with the line otherwise than the portion on the foreshore, for the land at the other side of the Kauaeranga has only since been arranged for with the native owners. The reclamation of the foreshore is a work beneficial to the township from many points of view, while it ensures the position of the future depot and station at Shortland and Grahamstown, and not at Kopu, where those interested might wish to have it situated. If our contemporary would confine itself to urging the local authorities to leave no stone unturned in the matter of the railway, and if possible, securing the ear of the engineers in charge, it would do more for the community than venting its narrow-minded views, in finding fault with what has been done, encouraging that spirit of discontent, and pandering to those whose interests lie in only one portion of the district. The authorities should not content themselves with but one effort, and should not allow the rebuff of the Attorney-General to prevent them urging the claims of this community to a fair and equitable share <box>175 594 324 990</box>
dateline-date: London, January 26. <box>1054 470 1116 480</box>
ad-enterprise <box>14 277 160 479</box>
post-title: POST OFFICE NOTICES. <box>36 756 138 766</box>
library-text: THE above Free Library and Reading Room IS NOW OPEN. <box>175 57 324 75</box>
tide-cell: 7 7 <box>139 1140 159 1151</box>
ad-te-aroha <box>14 489 160 674</box>
news-paragraph: In view of the changes being made in several of the warderships of the West Coast, we hear there is some probability of our respected fellow-townsman A. J. Allom, Esq., being offered a Wardenship. <box>339 835 477 879</box>
tide-cell: 7 23 <box>94 1086 119 1097</box>
story-text: Lord Salisbury is suffering from illness. <box>982 765 1101 775</box>
ad-from2: From Auckland, <box>62 354 112 364</box>
dateline-place: OAMARU. <box>538 845 585 856</box>
published-line: PUBLISHED DAILY AT FOUR O'CLOCK P.M. <box>178 181 321 188</box>
dateline-date: This day. <box>604 504 631 514</box>
story-headline: A Serious Affair. <box>1010 860 1080 872</box>
tide-row <box>15 1086 160 1097</box>
tide-cell: 5 20 <box>119 1140 139 1151</box>
dateline-date: Dunedin, yesterday. <box>736 1070 795 1080</box>
competitor-name: Moorcraft <box>974 221 1004 230</box>
story-text: The coach from Palmerston North to Napier this morning met with an accident at Stoney Creek, four miles from Palmerston where the coach was upset, and Commissioner Booth, who was a passenger, was so much hurt that he had to be left behind. The other passengers escaped with slight bruises, and after a few hours delay proceeded on their journey in a fresh coach. The accident was occasioned by the horses shying at a tent in the road. <box>646 567 795 654</box>
paper-nameplate: Evening Star. <box>187 117 312 178</box>
result-row <box>974 124 1116 132</box>
story-text: The Pope has received Bishop Reynolds, of Adelaide. <box>974 314 1116 332</box>
masthead-date: January 29, 1880. <box>972 6 1096 22</box>
story-text: The eleventh half yearly meeting of the shareholders of the Colonial Bank of New Zealand was held this afternoon, G. McLean, M.H.R., in the chair. The following reports were read:—The directors beg to submit to the proprietors the <box>646 1080 795 1133</box>
tide-row <box>15 1108 160 1119</box>
leader-article <box>175 222 324 989</box>
story-headline: Kingite meeting at Hikurangi. <box>499 235 624 247</box>
story-headline: Return Good for Evil. <box>999 346 1090 358</box>
ad-sail2: Thursday, at 5 o'clock evening. Saturday, at 6 o'clock evening. Refreshments on Board. <box>14 582 160 601</box>
ad-title: PAEROA TO OMAHU, WAITOA. <box>22 682 152 692</box>
tide-cell: 5 15 <box>119 1086 139 1097</box>
column-7 <box>970 34 1149 1484</box>
tide-cell: 5 19 <box>119 1129 139 1140</box>
result-row <box>974 133 1116 141</box>
dateline-date: Rome, January 28. <box>1060 304 1116 314</box>
story-headline: English Property Bill. <box>999 700 1091 712</box>
notice-supply: A Fresh Supply of <box>60 981 114 991</box>
tide-cell: 7 11 <box>139 1097 159 1108</box>
sports-text: Besides the Sunday School children there were about 1000 people at Tararu during the day to witness the Athletic sports. All of the running events took place on the flat, the jumping and vaulting being in the gardens. The first event was the <box>974 50 1116 103</box>
tide-row <box>15 1118 160 1129</box>
